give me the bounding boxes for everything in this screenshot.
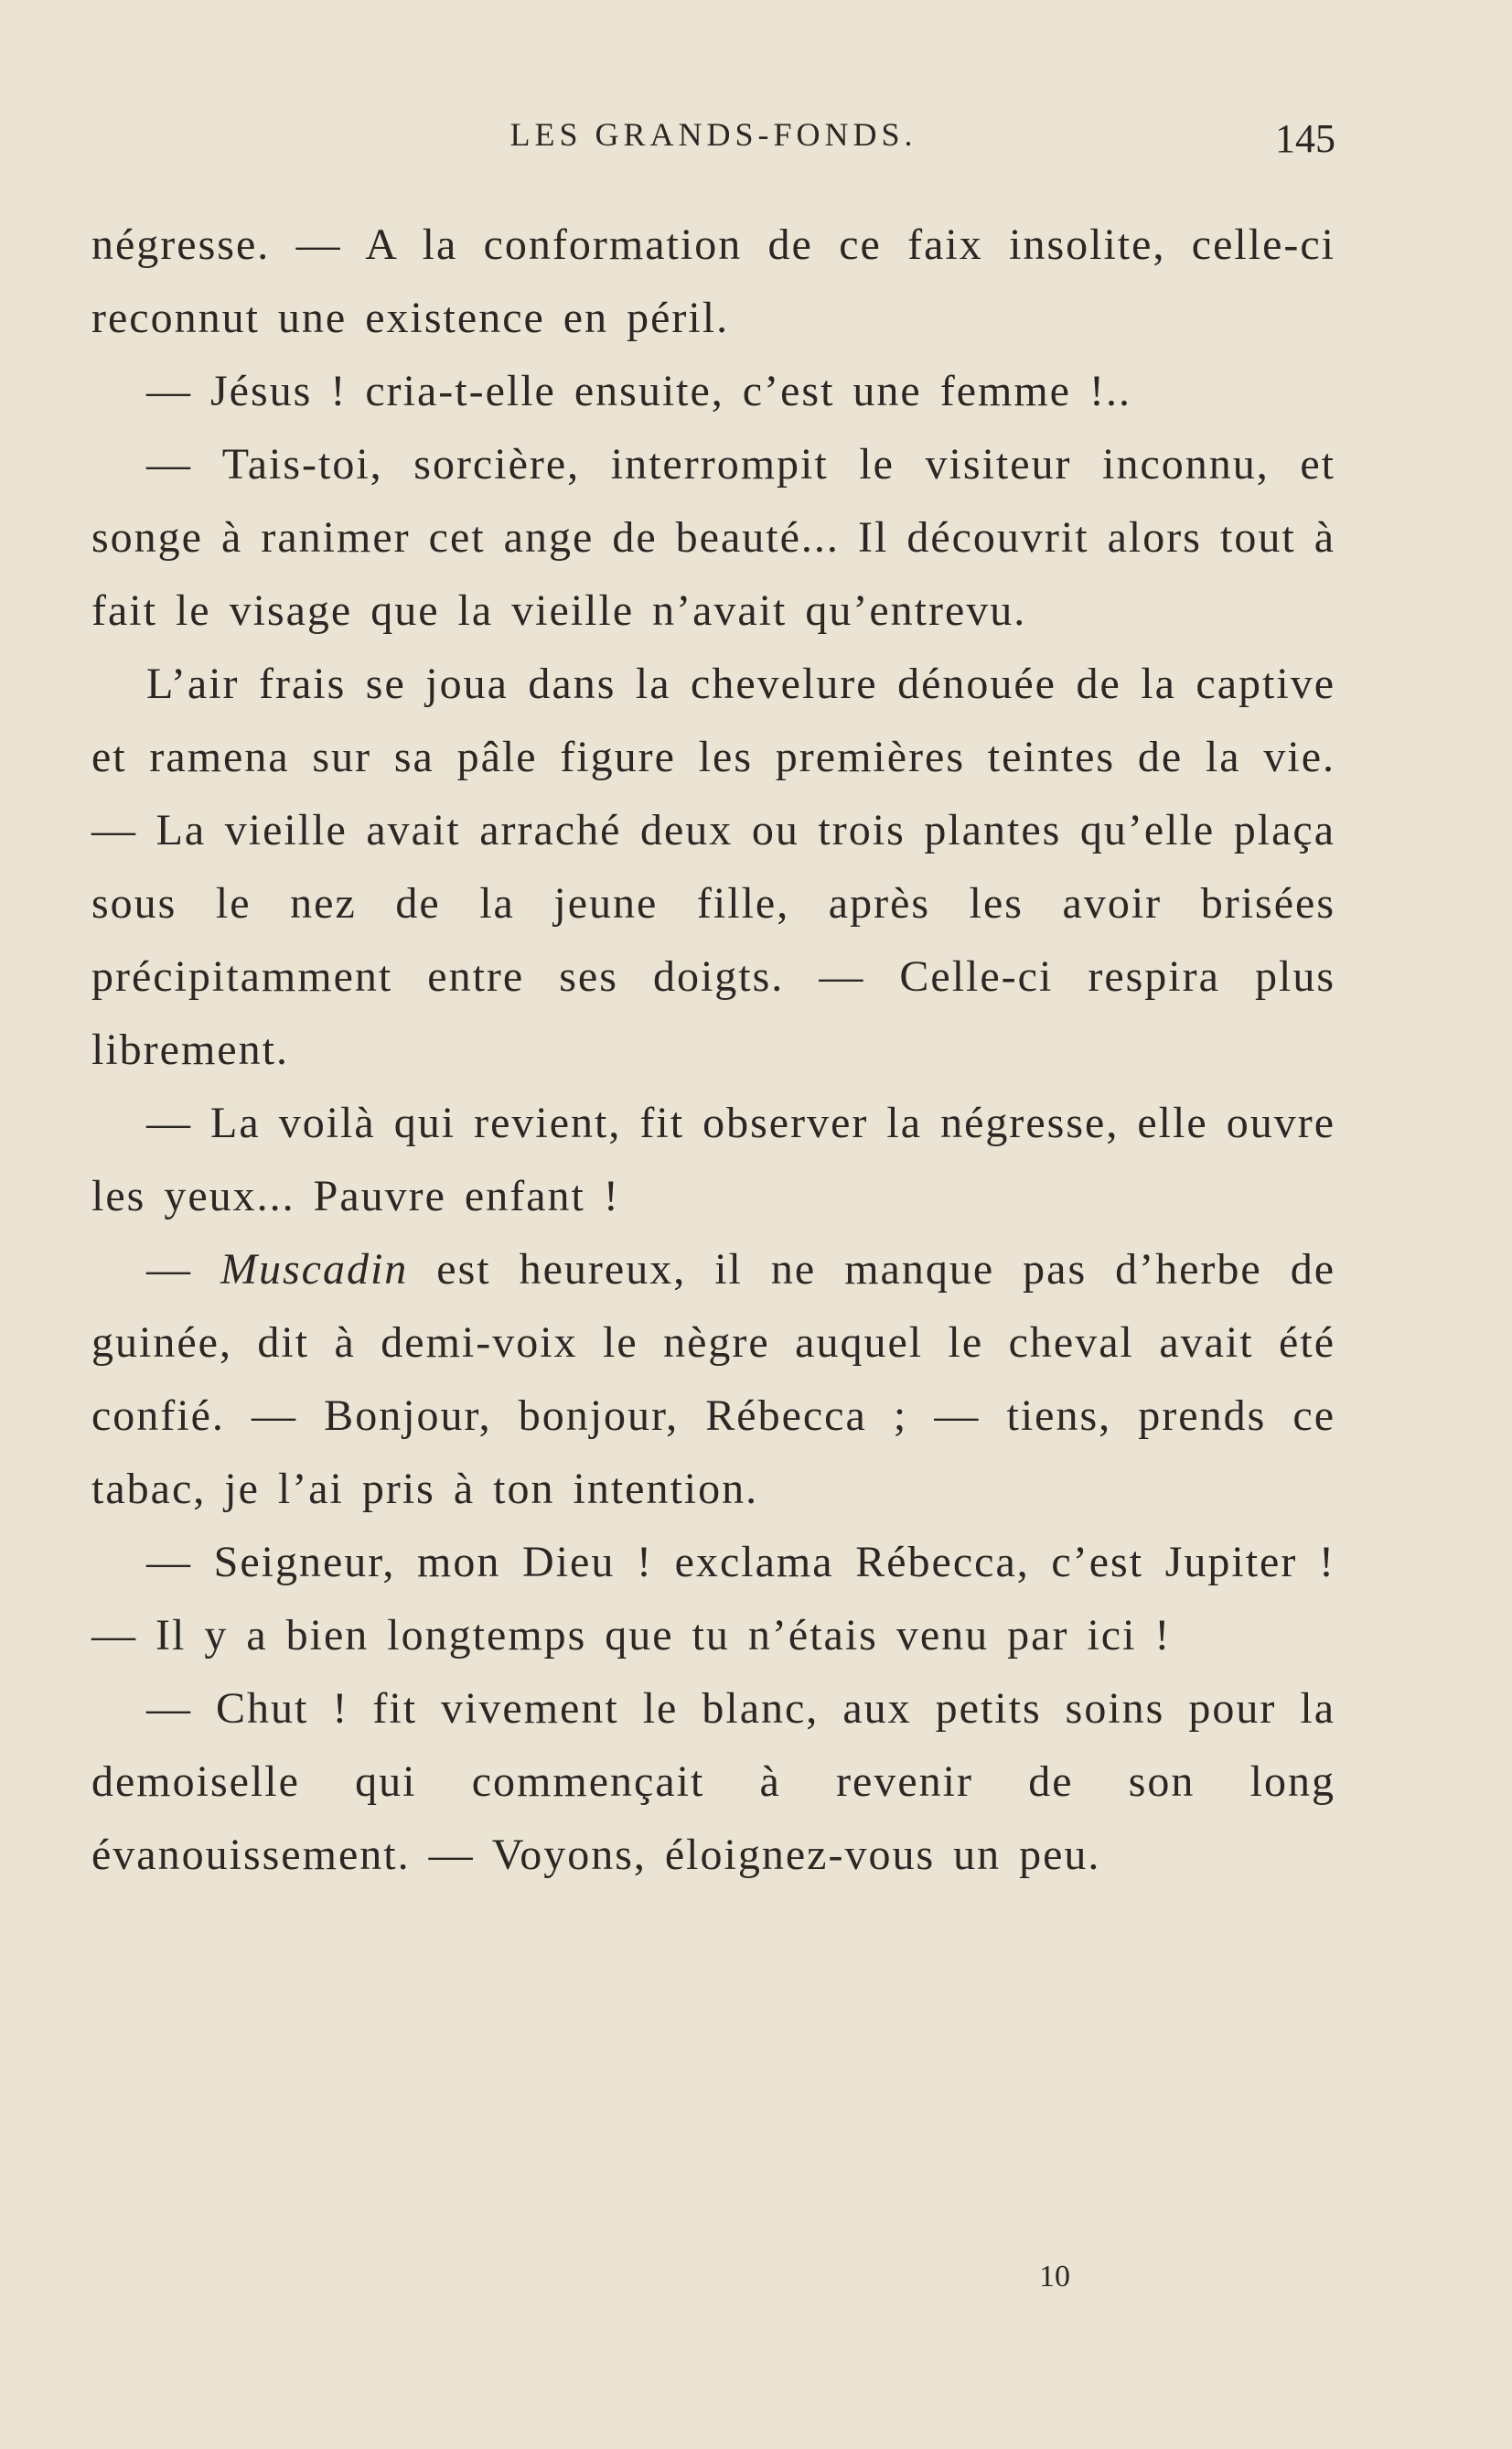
- paragraph-3-text: — Tais-toi, sorcière, interrompit le visiteur inconnu, et songe à ranimer cet ange de beauté... Il découvrit alors tout à fait le visage que la vieille n’avait qu’entrevu.: [91, 440, 1335, 635]
- paragraph-7-text: — Seigneur, mon Dieu ! exclama Rébecca, c’est Jupiter ! — Il y a bien longtemps que tu n’étais venu par ici !: [91, 1538, 1335, 1660]
- paragraph-1-text: négresse. — A la conformation de ce faix insolite, celle-ci reconnut une existence en péril.: [91, 220, 1335, 342]
- paragraph-5: [91, 1087, 1335, 1233]
- paragraph-4-text: L’air frais se joua dans la chevelure dénouée de la captive et ramena sur sa pâle figure les premières teintes de la vie. — La vieille avait arraché deux ou trois plantes qu’elle plaça sous le nez de la jeune fille, après les avoir brisées précipitamment entre ses doigts. — Celle-ci respira plus librement.: [91, 660, 1335, 1074]
- paragraph-4: [91, 648, 1335, 1087]
- page-number: 145: [1275, 116, 1335, 161]
- paragraph-5-text: — La voilà qui revient, fit observer la négresse, elle ouvre les yeux... Pauvre enfant !: [91, 1099, 1335, 1220]
- running-title: LES GRANDS-FONDS.: [509, 116, 917, 153]
- signature-mark: 10: [1039, 2260, 1070, 2293]
- running-head: [91, 115, 1335, 170]
- paragraph-6: [91, 1233, 1335, 1526]
- paragraph-2-text: — Jésus ! cria-t-elle ensuite, c’est une femme !..: [146, 367, 1131, 415]
- paragraph-3: [91, 428, 1335, 648]
- paragraph-7: [91, 1526, 1335, 1672]
- paragraph-2: [91, 355, 1335, 428]
- paragraph-8: [91, 1672, 1335, 1892]
- paragraph-6-text: est heureux, il ne manque pas d’herbe de guinée, dit à demi-voix le nègre auquel le cheval avait été confié. — Bonjour, bonjour, Rébecca ; — tiens, prends ce tabac, je l’ai pris à ton intention.: [91, 1245, 1336, 1513]
- horse-name: Muscadin: [220, 1245, 409, 1294]
- paragraph-6-dash: —: [146, 1245, 220, 1294]
- body-text: [91, 209, 1335, 1892]
- paragraph-8-text: — Chut ! fit vivement le blanc, aux petits soins pour la demoiselle qui commençait à revenir de son long évanouissement. — Voyons, éloignez-vous un peu.: [91, 1684, 1335, 1879]
- paragraph-1: [91, 209, 1335, 355]
